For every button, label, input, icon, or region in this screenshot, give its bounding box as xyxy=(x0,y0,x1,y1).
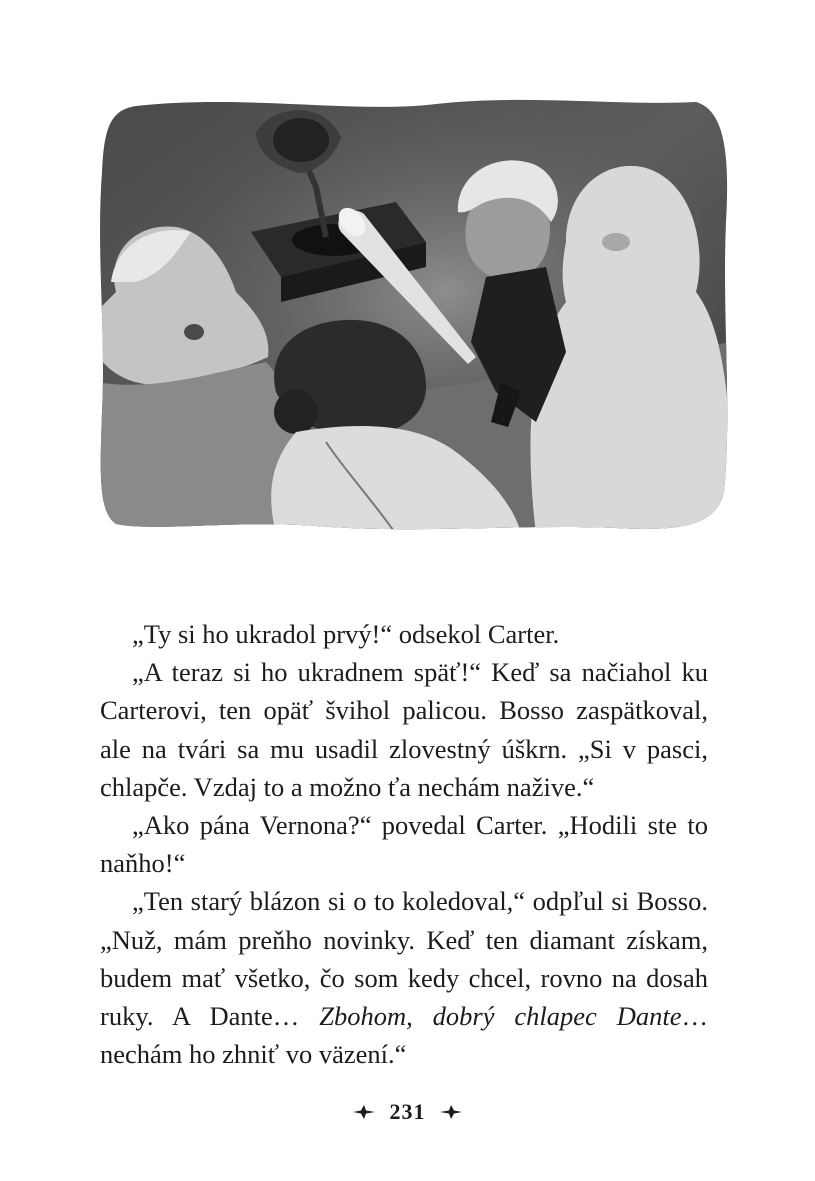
paragraph: „A teraz si ho ukradnem späť!“ Keď sa načiahol ku Carterovi, ten opäť švihol palicou. Bosso zaspätkoval, ale na tvári sa mu usadil zlovestný úškrn. „Si v pasci, chlapče. Vzdaj to a možno ťa nechám naživе.“ xyxy=(100,657,708,802)
page-body-text xyxy=(100,615,708,1073)
paragraph-text: „Ten starý blázon si o to koledoval,“ odpľul si Bosso. „Nuž, mám preňho novinky. Keď ten diamant získam, budem mať všetko, čo som kedy chcel, rovno na dosah ruky. A Dante… xyxy=(100,886,708,1032)
paragraph xyxy=(100,882,708,1073)
paragraph: „Ako pána Vernona?“ povedal Carter. „Hodili ste to naňho!“ xyxy=(100,810,708,879)
page-number: 231 xyxy=(389,1098,426,1124)
paragraph-text: … nechám ho zhniť vo väzení.“ xyxy=(100,1001,708,1070)
star-ornament-icon xyxy=(353,1105,375,1119)
chapter-illustration xyxy=(96,92,732,534)
star-ornament-icon xyxy=(440,1105,462,1119)
paragraph: „Ty si ho ukradol prvý!“ odsekol Carter. xyxy=(132,619,560,649)
page-footer xyxy=(0,1097,815,1125)
italic-text: Zbohom, dobrý chlapec Dante xyxy=(319,1001,682,1032)
